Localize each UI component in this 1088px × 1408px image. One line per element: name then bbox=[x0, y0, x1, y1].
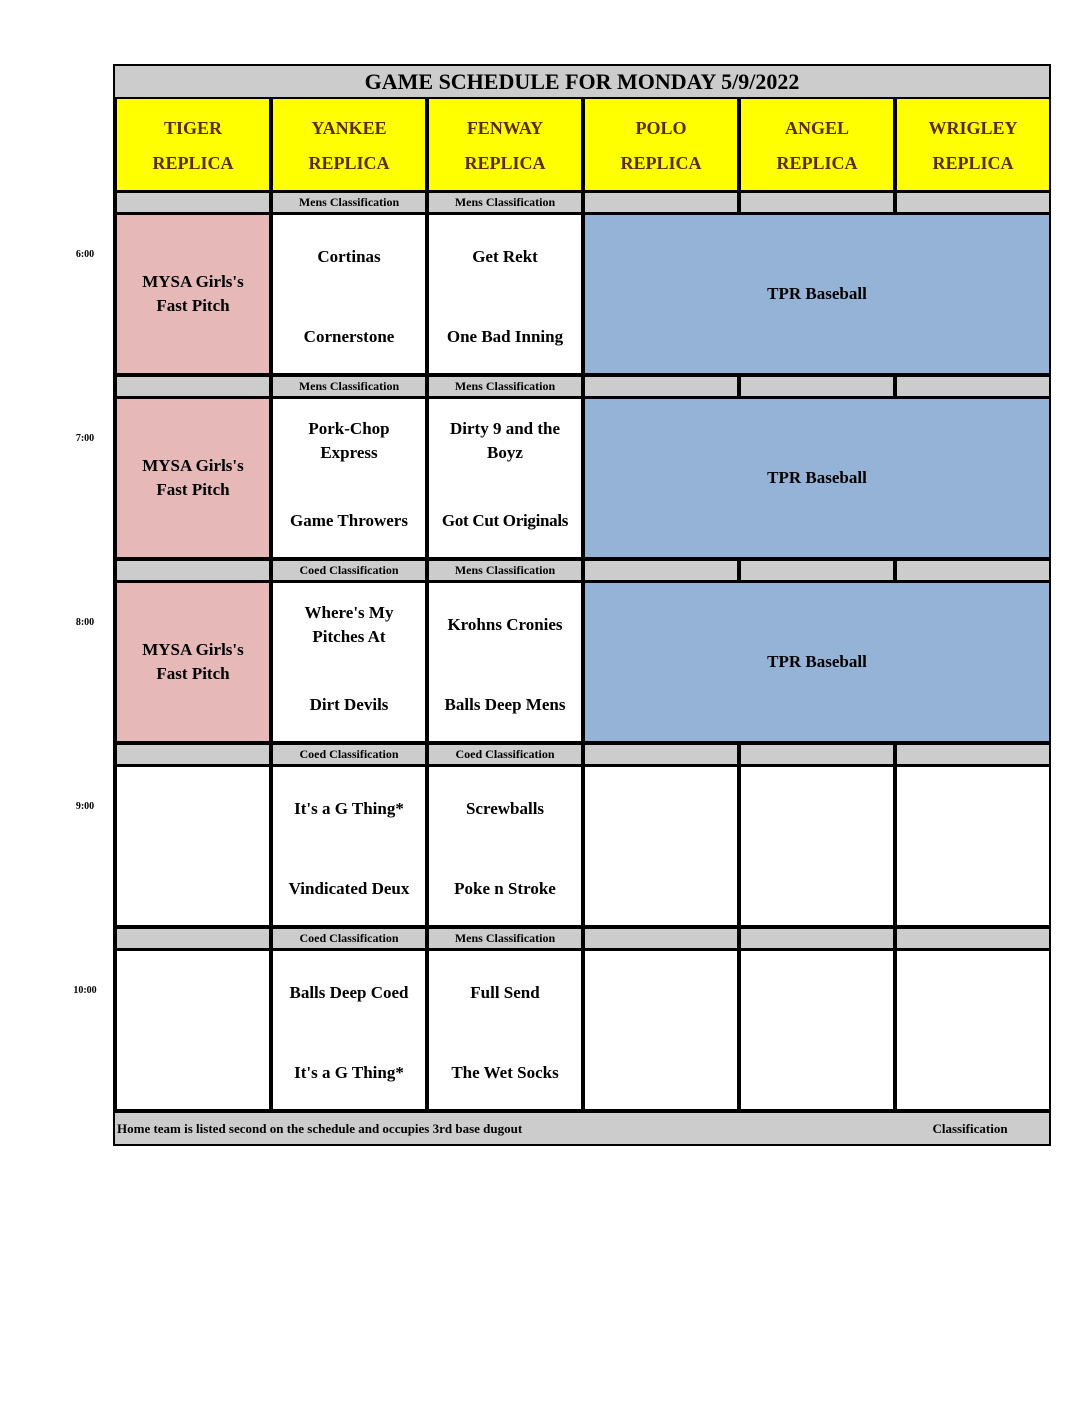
separator-cell bbox=[117, 377, 269, 396]
classification-label: Mens Classification bbox=[429, 377, 581, 396]
away-team: Cortinas bbox=[317, 247, 381, 266]
away-team: Dirty 9 and the Boyz bbox=[449, 419, 561, 462]
home-team: Cornerstone bbox=[303, 327, 395, 346]
field-name: WRIGLEY bbox=[928, 118, 1018, 138]
home-team: Dirt Devils bbox=[309, 695, 389, 714]
field-header-fenway bbox=[429, 99, 581, 190]
separator-cell bbox=[585, 745, 737, 764]
classification-label: Mens Classification bbox=[429, 929, 581, 948]
classification-label: Coed Classification bbox=[273, 929, 425, 948]
separator-cell bbox=[741, 561, 893, 580]
field-header-angel bbox=[741, 99, 893, 190]
field-sub: REPLICA bbox=[152, 153, 234, 173]
tpr-baseball-block: TPR Baseball bbox=[585, 399, 1049, 557]
away-team: Where's My Pitches At bbox=[304, 603, 394, 646]
separator-cell bbox=[897, 561, 1049, 580]
empty-cell bbox=[585, 951, 737, 1109]
game-cell bbox=[429, 399, 581, 557]
separator-cell bbox=[741, 929, 893, 948]
separator-cell bbox=[585, 561, 737, 580]
empty-cell bbox=[897, 767, 1049, 925]
classification-label: Mens Classification bbox=[429, 193, 581, 212]
separator-cell bbox=[741, 377, 893, 396]
separator-cell bbox=[585, 929, 737, 948]
game-cell bbox=[273, 399, 425, 557]
empty-cell bbox=[741, 767, 893, 925]
home-team: Vindicated Deux bbox=[288, 879, 410, 898]
field-name: FENWAY bbox=[466, 118, 544, 138]
home-team: Game Throwers bbox=[290, 511, 408, 530]
home-team: Got Cut Originals bbox=[441, 511, 569, 530]
home-team: Balls Deep Mens bbox=[444, 695, 566, 714]
time-label: 6:00 bbox=[75, 249, 95, 260]
away-team: Pork-Chop Express bbox=[308, 419, 390, 462]
home-team: It's a G Thing* bbox=[294, 1063, 404, 1082]
tiger-booking: MYSA Girls's Fast Pitch bbox=[117, 215, 269, 373]
classification-label: Mens Classification bbox=[273, 193, 425, 212]
schedule-title: GAME SCHEDULE FOR MONDAY 5/9/2022 bbox=[115, 66, 1049, 97]
separator-cell bbox=[117, 193, 269, 212]
time-label: 10:00 bbox=[73, 985, 97, 996]
empty-cell bbox=[741, 951, 893, 1109]
field-name: ANGEL bbox=[784, 118, 849, 138]
home-team: Poke n Stroke bbox=[454, 879, 556, 898]
time-label: 9:00 bbox=[75, 801, 95, 812]
time-label: 7:00 bbox=[75, 433, 95, 444]
game-cell bbox=[273, 215, 425, 373]
field-header-tiger bbox=[117, 99, 269, 190]
separator-cell bbox=[117, 561, 269, 580]
away-team: Screwballs bbox=[465, 799, 545, 818]
field-name: YANKEE bbox=[311, 118, 387, 138]
time-label: 8:00 bbox=[75, 617, 95, 628]
classification-label: Mens Classification bbox=[429, 561, 581, 580]
game-cell bbox=[429, 583, 581, 741]
away-team: Get Rekt bbox=[472, 247, 538, 266]
empty-cell bbox=[897, 951, 1049, 1109]
field-sub: REPLICA bbox=[308, 153, 390, 173]
game-cell bbox=[429, 767, 581, 925]
empty-cell bbox=[585, 767, 737, 925]
separator-cell bbox=[897, 193, 1049, 212]
away-team: It's a G Thing* bbox=[294, 799, 404, 818]
classification-label: Coed Classification bbox=[429, 745, 581, 764]
empty-cell bbox=[117, 767, 269, 925]
separator-cell bbox=[585, 377, 737, 396]
home-team: The Wet Socks bbox=[451, 1063, 559, 1082]
game-cell bbox=[429, 951, 581, 1109]
tpr-baseball-block: TPR Baseball bbox=[585, 583, 1049, 741]
field-name: TIGER bbox=[163, 118, 223, 138]
game-cell bbox=[273, 583, 425, 741]
separator-cell bbox=[897, 745, 1049, 764]
away-team: Full Send bbox=[470, 983, 540, 1002]
separator-cell bbox=[117, 929, 269, 948]
footer-row bbox=[115, 1113, 1049, 1144]
footer-legend: Classification bbox=[932, 1120, 1008, 1136]
field-header-wrigley bbox=[897, 99, 1049, 190]
schedule-sheet bbox=[113, 64, 1051, 1146]
footer-note: Home team is listed second on the schedule and occupies 3rd base dugout bbox=[117, 1120, 523, 1136]
field-sub: REPLICA bbox=[932, 153, 1014, 173]
field-header-polo bbox=[585, 99, 737, 190]
separator-cell bbox=[741, 745, 893, 764]
field-sub: REPLICA bbox=[776, 153, 858, 173]
game-cell bbox=[273, 767, 425, 925]
classification-label: Coed Classification bbox=[273, 561, 425, 580]
field-sub: REPLICA bbox=[464, 153, 546, 173]
separator-cell bbox=[585, 193, 737, 212]
field-header-yankee bbox=[273, 99, 425, 190]
tiger-booking: MYSA Girls's Fast Pitch bbox=[117, 583, 269, 741]
game-cell bbox=[273, 951, 425, 1109]
classification-label: Mens Classification bbox=[273, 377, 425, 396]
field-name: POLO bbox=[635, 118, 687, 138]
separator-cell bbox=[897, 929, 1049, 948]
tiger-booking: MYSA Girls's Fast Pitch bbox=[117, 399, 269, 557]
game-cell bbox=[429, 215, 581, 373]
separator-cell bbox=[741, 193, 893, 212]
away-team: Balls Deep Coed bbox=[289, 983, 409, 1002]
separator-cell bbox=[897, 377, 1049, 396]
separator-cell bbox=[117, 745, 269, 764]
empty-cell bbox=[117, 951, 269, 1109]
home-team: One Bad Inning bbox=[446, 327, 564, 346]
tpr-baseball-block: TPR Baseball bbox=[585, 215, 1049, 373]
away-team: Krohns Cronies bbox=[447, 615, 563, 634]
field-sub: REPLICA bbox=[620, 153, 702, 173]
classification-label: Coed Classification bbox=[273, 745, 425, 764]
